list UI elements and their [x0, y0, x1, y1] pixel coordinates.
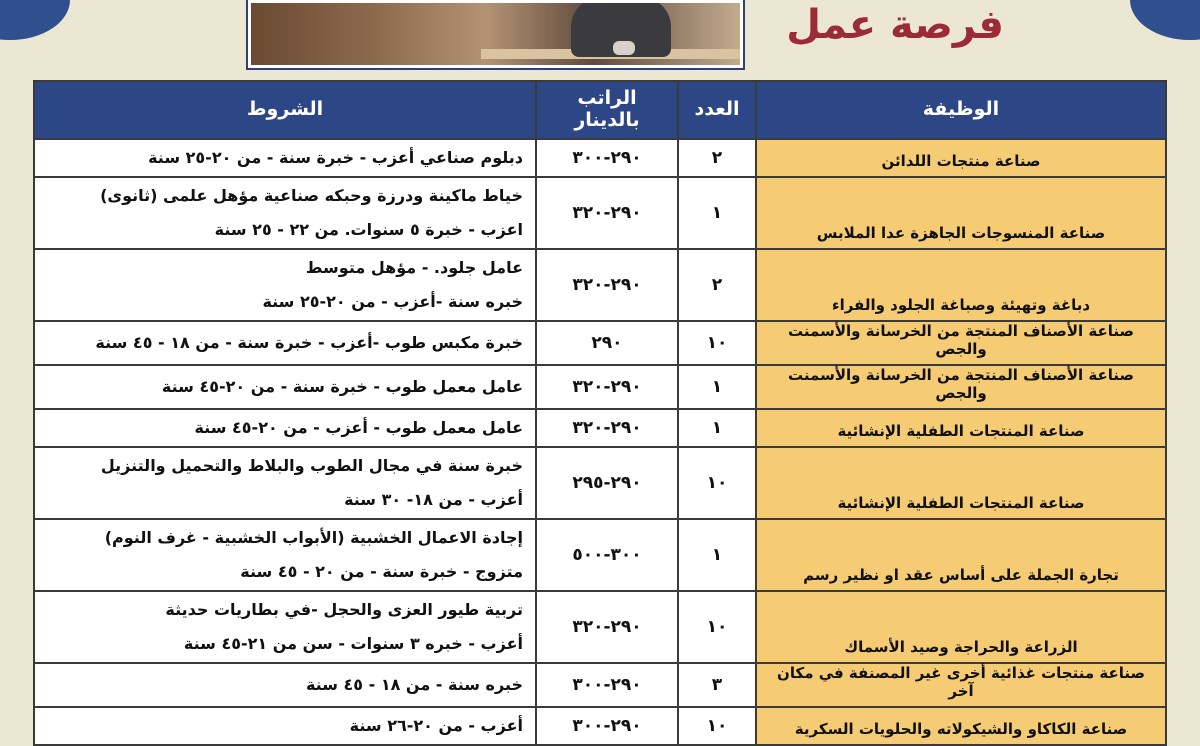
job-cell: صناعة الأصناف المنتجة من الخرسانة والأسمنت والجص [756, 365, 1166, 409]
count-cell: ٢ [678, 249, 756, 321]
count-cell: ١ [678, 177, 756, 249]
conditions-cell [34, 663, 536, 707]
condition-line: إجادة الاعمال الخشبية (الأبواب الخشبية - غرف النوم) [104, 528, 523, 547]
count-cell: ٢ [678, 139, 756, 177]
condition-line: عامل معمل طوب - أعزب - من ٢٠-٤٥ سنة [194, 418, 523, 437]
salary-cell: ٢٩٠-٢٩٥ [536, 447, 678, 519]
jobs-table [33, 80, 1167, 746]
job-cell: صناعة منتجات غذائية أخرى غير المصنفة في مكان آخر [756, 663, 1166, 707]
condition-line: عامل معمل طوب - خبرة سنة - من ٢٠-٤٥ سنة [161, 377, 523, 396]
table-row [34, 707, 1166, 745]
table-row [34, 365, 1166, 409]
photo-gloved-hand [613, 41, 635, 55]
condition-line: أعزب - من ١٨- ٣٠ سنة [344, 490, 523, 509]
count-cell: ١٠ [678, 591, 756, 663]
table-row [34, 447, 1166, 519]
corner-decoration-right [1130, 0, 1200, 40]
count-cell: ٣ [678, 663, 756, 707]
salary-cell: ٢٩٠-٣٢٠ [536, 591, 678, 663]
count-cell: ١ [678, 519, 756, 591]
job-cell: صناعة المنتجات الطفلية الإنشائية [756, 409, 1166, 447]
conditions-cell [34, 321, 536, 365]
condition-line: تربية طيور العزى والحجل -في بطاريات حديثة [165, 600, 523, 619]
table-row [34, 139, 1166, 177]
conditions-cell [34, 139, 536, 177]
job-cell: دباغة وتهيئة وصباغة الجلود والفراء [756, 249, 1166, 321]
job-cell: صناعة المنسوجات الجاهزة عدا الملابس [756, 177, 1166, 249]
job-cell: صناعة منتجات اللدائن [756, 139, 1166, 177]
job-cell: تجارة الجملة على أساس عقد او نظير رسم [756, 519, 1166, 591]
salary-cell: ٣٠٠-٥٠٠ [536, 519, 678, 591]
job-cell: صناعة الكاكاو والشيكولاته والحلويات السكرية [756, 707, 1166, 745]
conditions-cell [34, 519, 536, 591]
salary-cell: ٢٩٠-٣٠٠ [536, 139, 678, 177]
conditions-cell [34, 365, 536, 409]
salary-cell: ٢٩٠-٣٢٠ [536, 409, 678, 447]
count-cell: ١٠ [678, 447, 756, 519]
conditions-cell [34, 409, 536, 447]
count-cell: ١٠ [678, 321, 756, 365]
header-salary: الراتب بالدينار [536, 81, 678, 139]
salary-cell: ٢٩٠ [536, 321, 678, 365]
condition-line: عامل جلود. - مؤهل متوسط [305, 258, 523, 277]
count-cell: ١ [678, 409, 756, 447]
header-conditions: الشروط [34, 81, 536, 139]
salary-cell: ٢٩٠-٣٠٠ [536, 663, 678, 707]
conditions-cell [34, 249, 536, 321]
conditions-cell [34, 177, 536, 249]
conditions-cell [34, 447, 536, 519]
conditions-cell [34, 591, 536, 663]
table-row [34, 663, 1166, 707]
condition-line: خبره سنة - من ١٨ - ٤٥ سنة [305, 675, 523, 694]
salary-cell: ٢٩٠-٣٢٠ [536, 177, 678, 249]
page-title: فرصة عمل [786, 2, 1004, 48]
salary-cell: ٢٩٠-٣٢٠ [536, 249, 678, 321]
condition-line: خياط ماكينة ودرزة وحبكه صناعية مؤهل علمى (ثانوى) [100, 186, 523, 205]
header-photo [248, 0, 743, 68]
job-cell: الزراعة والحراجة وصيد الأسماك [756, 591, 1166, 663]
table-row [34, 519, 1166, 591]
condition-line: اعزب - خبرة ٥ سنوات. من ٢٢ - ٢٥ سنة [214, 220, 523, 239]
salary-cell: ٢٩٠-٣٢٠ [536, 365, 678, 409]
condition-line: خبره سنة -أعزب - من ٢٠-٢٥ سنة [262, 292, 523, 311]
header-job: الوظيفة [756, 81, 1166, 139]
condition-line: أعزب - من ٢٠-٢٦ سنة [349, 716, 523, 735]
count-cell: ١٠ [678, 707, 756, 745]
condition-line: متزوج - خبرة سنة - من ٢٠ - ٤٥ سنة [240, 562, 523, 581]
condition-line: أعزب - خبره ٣ سنوات - سن من ٢١-٤٥ سنة [183, 634, 523, 653]
condition-line: خبرة سنة في مجال الطوب والبلاط والتحميل والتنزيل [100, 456, 523, 475]
condition-line: دبلوم صناعي أعزب - خبرة سنة - من ٢٠-٢٥ سنة [148, 148, 523, 167]
table-header-row [34, 81, 1166, 139]
count-cell: ١ [678, 365, 756, 409]
table-row [34, 409, 1166, 447]
header-count: العدد [678, 81, 756, 139]
condition-line: خبرة مكبس طوب -أعزب - خبرة سنة - من ١٨ - ٤٥ سنة [95, 333, 523, 352]
conditions-cell [34, 707, 536, 745]
table-row [34, 321, 1166, 365]
table-row [34, 591, 1166, 663]
table-row [34, 177, 1166, 249]
job-cell: صناعة المنتجات الطفلية الإنشائية [756, 447, 1166, 519]
job-cell: صناعة الأصناف المنتجة من الخرسانة والأسمنت والجص [756, 321, 1166, 365]
corner-decoration-left [0, 0, 70, 40]
table-row [34, 249, 1166, 321]
salary-cell: ٢٩٠-٣٠٠ [536, 707, 678, 745]
